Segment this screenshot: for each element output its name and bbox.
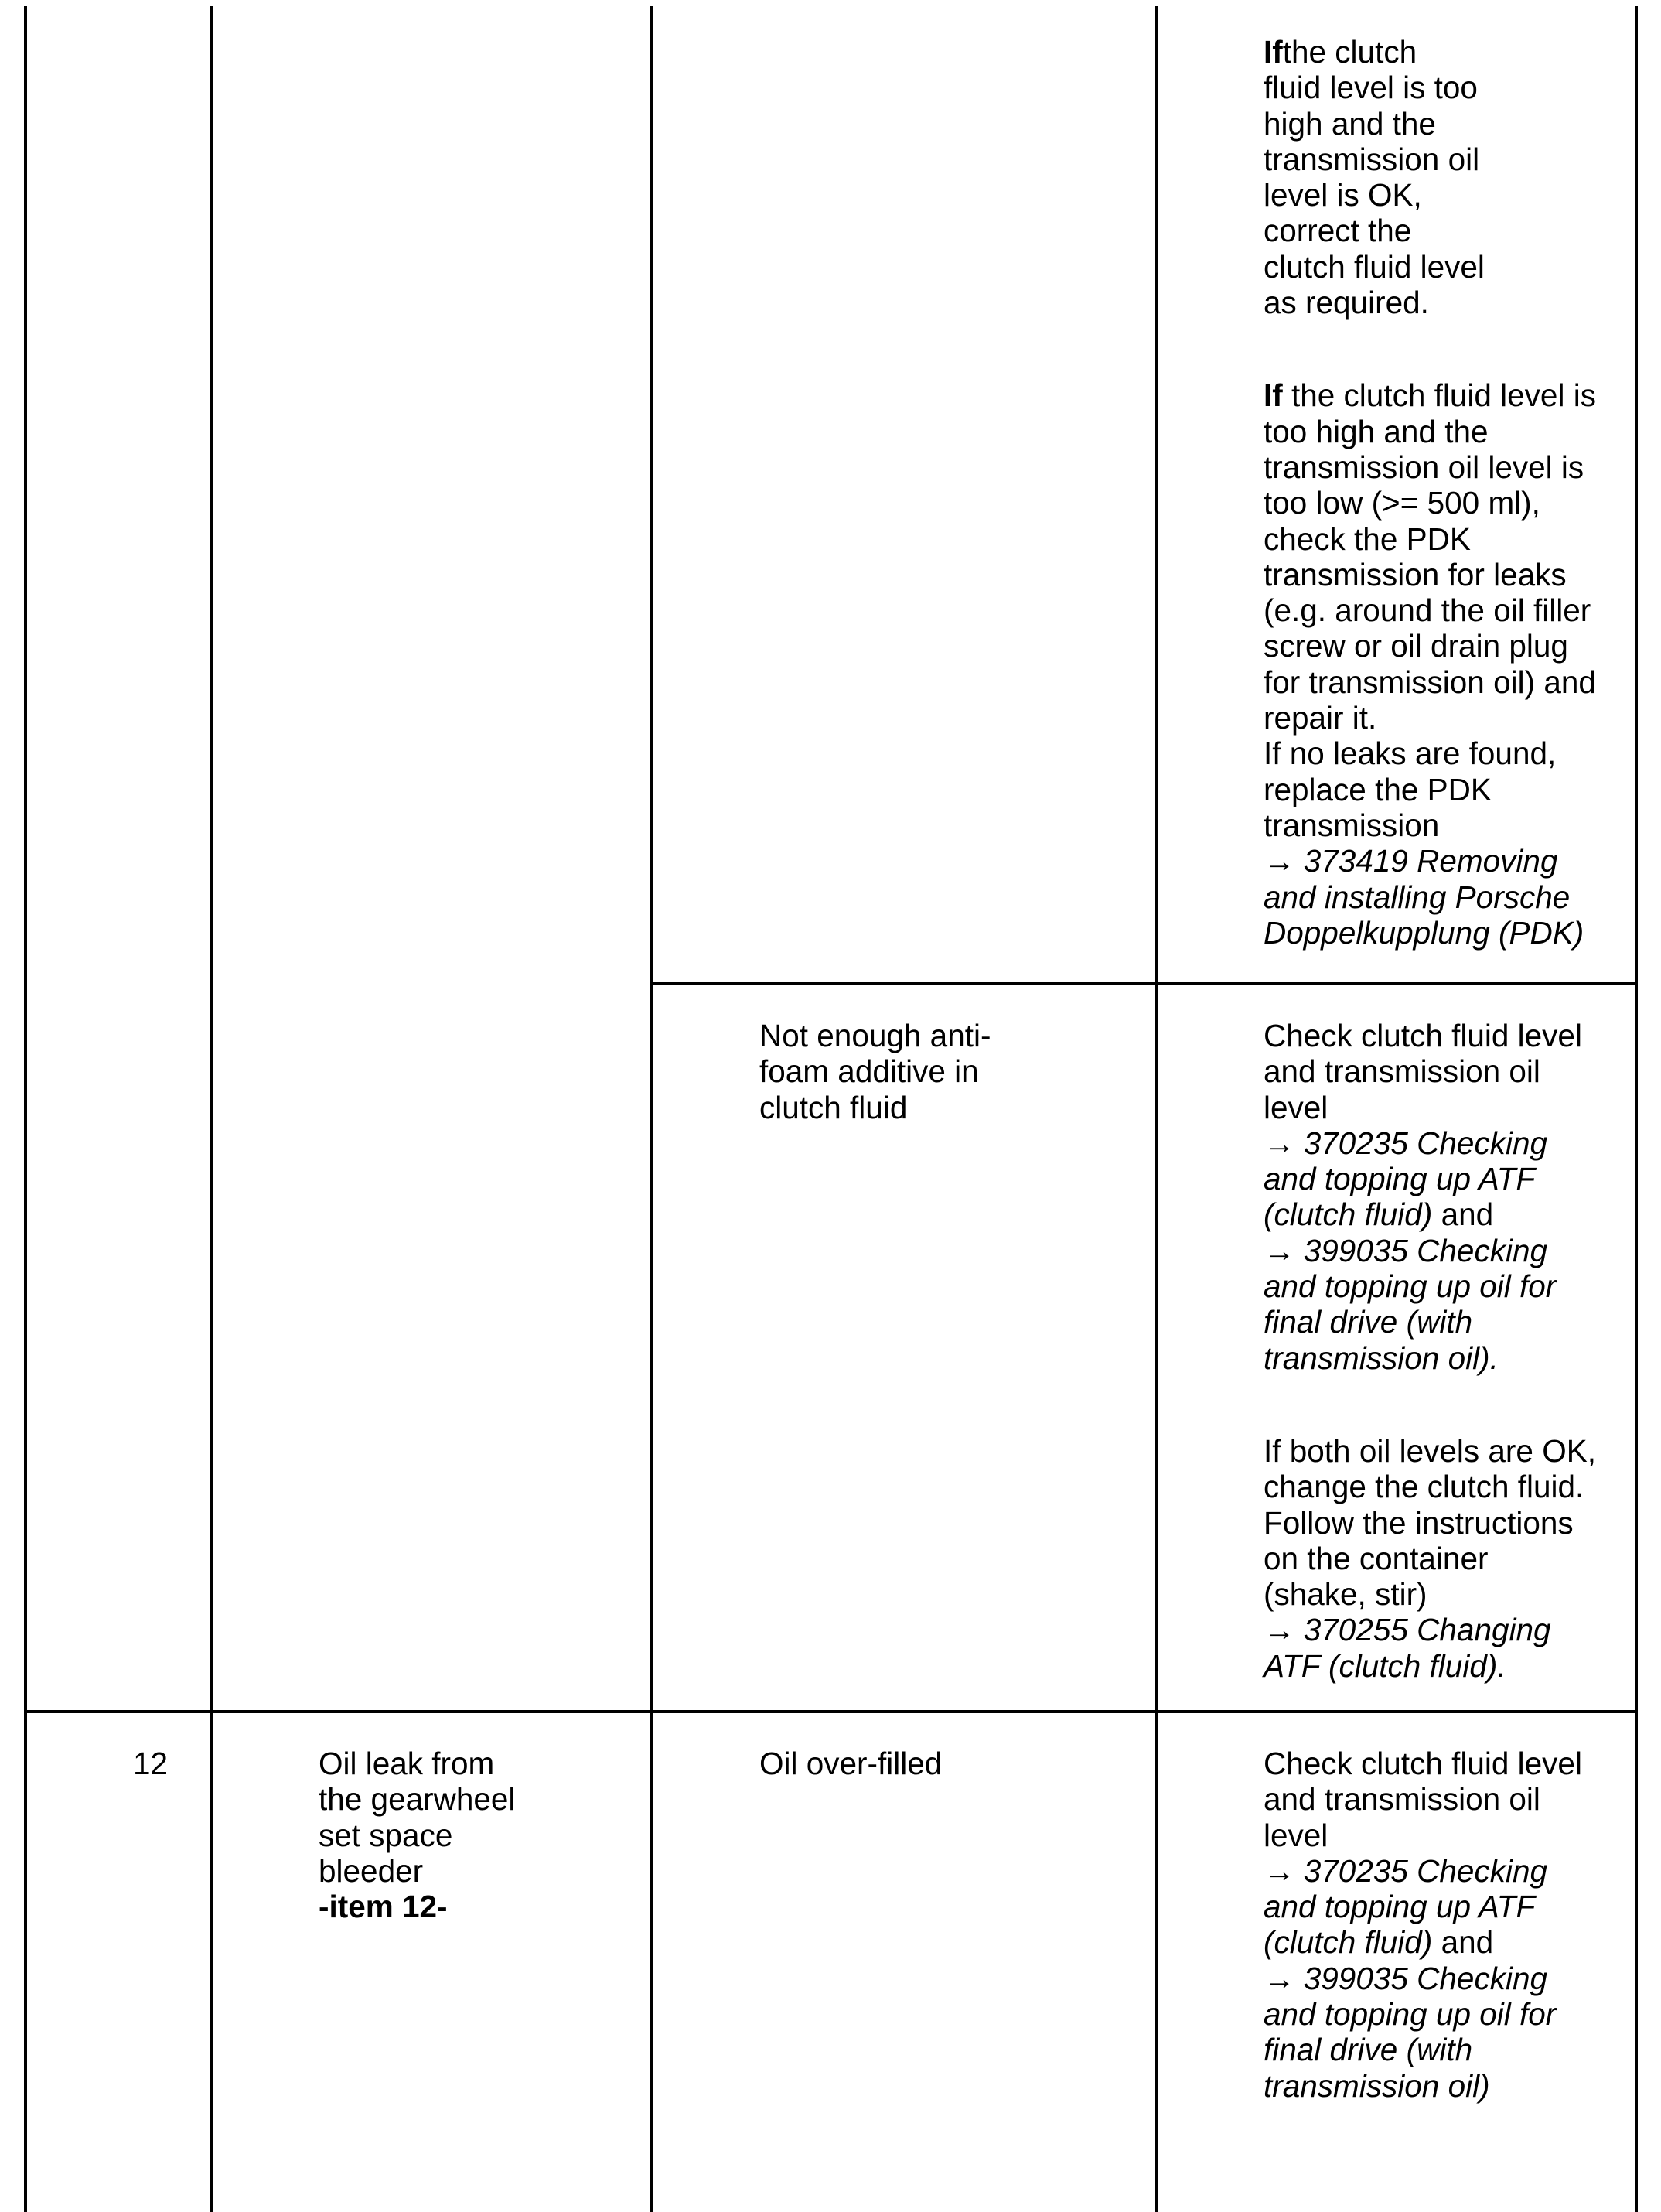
- cause-cell-row-12: Oil over-filled: [759, 1746, 943, 1781]
- cross-reference-link[interactable]: and topping up ATF: [1264, 1161, 1536, 1197]
- cross-reference-link[interactable]: → 370235 Checking: [1264, 1125, 1547, 1161]
- remedy-line: high and the: [1264, 105, 1436, 142]
- column-divider-3: [1155, 6, 1158, 2212]
- row-number: 12: [133, 1746, 169, 1781]
- remedy-line: fluid level is too: [1264, 70, 1478, 106]
- remedy-line: transmission: [1264, 807, 1440, 843]
- remedy-line: Follow the instructions: [1264, 1504, 1574, 1541]
- cross-reference-link[interactable]: → 370255 Changing: [1264, 1612, 1551, 1648]
- cross-reference-link[interactable]: Doppelkupplung (PDK): [1264, 914, 1584, 951]
- cross-reference-link[interactable]: ATF (clutch fluid).: [1264, 1647, 1506, 1684]
- remedy-line: too high and the: [1264, 413, 1489, 449]
- remedy-line: clutch fluid level: [1264, 248, 1485, 285]
- cross-reference-link[interactable]: → 373419 Removing: [1264, 843, 1558, 879]
- remedy-line: replace the PDK: [1264, 771, 1492, 807]
- remedy-cell-row-a: [1264, 34, 1596, 951]
- conjunction: and: [1432, 1924, 1494, 1961]
- remedy-line: level: [1264, 1089, 1328, 1125]
- row-divider-12: [24, 1710, 1638, 1713]
- cross-reference-link[interactable]: → 370235 Checking: [1264, 1852, 1547, 1889]
- cross-reference-link[interactable]: → 399035 Checking: [1264, 1960, 1547, 1996]
- remedy-line: (e.g. around the oil filler: [1264, 592, 1591, 629]
- remedy-line: transmission for leaks: [1264, 556, 1567, 592]
- cross-reference-link[interactable]: and topping up ATF: [1264, 1889, 1536, 1925]
- remedy-line: If no leaks are found,: [1264, 736, 1557, 772]
- fault-line: Oil leak from: [319, 1746, 495, 1781]
- cross-reference-link[interactable]: and topping up oil for: [1264, 1268, 1557, 1305]
- fault-line: the gearwheel: [319, 1781, 516, 1818]
- remedy-line: level is OK,: [1264, 177, 1422, 213]
- remedy-line: screw or oil drain plug: [1264, 628, 1568, 664]
- if-keyword: If: [1264, 377, 1283, 414]
- remedy-line: change the clutch fluid.: [1264, 1469, 1584, 1505]
- remedy-line: the clutch fluid level is: [1282, 377, 1596, 414]
- cause-line: foam additive in: [759, 1053, 979, 1090]
- cross-reference-link[interactable]: (clutch fluid): [1264, 1924, 1433, 1961]
- remedy-line: too low (>= 500 ml),: [1264, 485, 1540, 521]
- cross-reference-link[interactable]: (clutch fluid): [1264, 1196, 1433, 1233]
- column-divider-2: [650, 6, 653, 2212]
- column-divider-1: [210, 6, 213, 2212]
- remedy-line: (shake, stir): [1264, 1576, 1427, 1613]
- remedy-line: transmission oil: [1264, 141, 1480, 177]
- fault-cell-row-12: [319, 1746, 515, 1924]
- remedy-line: transmission oil level is: [1264, 449, 1584, 485]
- cross-reference-link[interactable]: transmission oil).: [1264, 1340, 1499, 1376]
- remedy-line: and transmission oil: [1264, 1781, 1540, 1818]
- remedy-line: as required.: [1264, 285, 1429, 321]
- remedy-line: If both oil levels are OK,: [1264, 1432, 1596, 1469]
- remedy-line: on the container: [1264, 1540, 1489, 1576]
- remedy-line: Check clutch fluid level: [1264, 1746, 1582, 1781]
- table-border-left: [24, 6, 27, 2212]
- remedy-line: for transmission oil) and: [1264, 664, 1596, 700]
- cause-line: Not enough anti-: [759, 1018, 991, 1053]
- if-keyword: If: [1264, 34, 1283, 70]
- remedy-cell-row-12: [1264, 1746, 1582, 2104]
- cause-line: clutch fluid: [759, 1089, 908, 1125]
- table-border-right: [1635, 6, 1638, 2212]
- remedy-line: check the PDK: [1264, 521, 1471, 557]
- remedy-line: the clutch: [1282, 34, 1417, 70]
- remedy-cell-row-b: [1264, 1018, 1596, 1684]
- cross-reference-link[interactable]: and topping up oil for: [1264, 1996, 1557, 2033]
- row-divider-cause: [650, 982, 1638, 985]
- remedy-line: repair it.: [1264, 700, 1377, 736]
- cross-reference-link[interactable]: final drive (with: [1264, 2032, 1473, 2068]
- conjunction: and: [1432, 1196, 1494, 1233]
- remedy-line: Check clutch fluid level: [1264, 1018, 1582, 1053]
- remedy-line: and transmission oil: [1264, 1053, 1540, 1090]
- cross-reference-link[interactable]: final drive (with: [1264, 1304, 1473, 1340]
- fault-line: set space: [319, 1817, 453, 1853]
- item-reference: -item 12-: [319, 1889, 448, 1925]
- cross-reference-link[interactable]: → 399035 Checking: [1264, 1232, 1547, 1268]
- remedy-line: level: [1264, 1817, 1328, 1853]
- cross-reference-link[interactable]: and installing Porsche: [1264, 879, 1571, 915]
- cross-reference-link[interactable]: transmission oil): [1264, 2067, 1490, 2104]
- cause-cell-row-b: [759, 1018, 991, 1125]
- remedy-line: correct the: [1264, 213, 1412, 249]
- fault-line: bleeder: [319, 1852, 424, 1889]
